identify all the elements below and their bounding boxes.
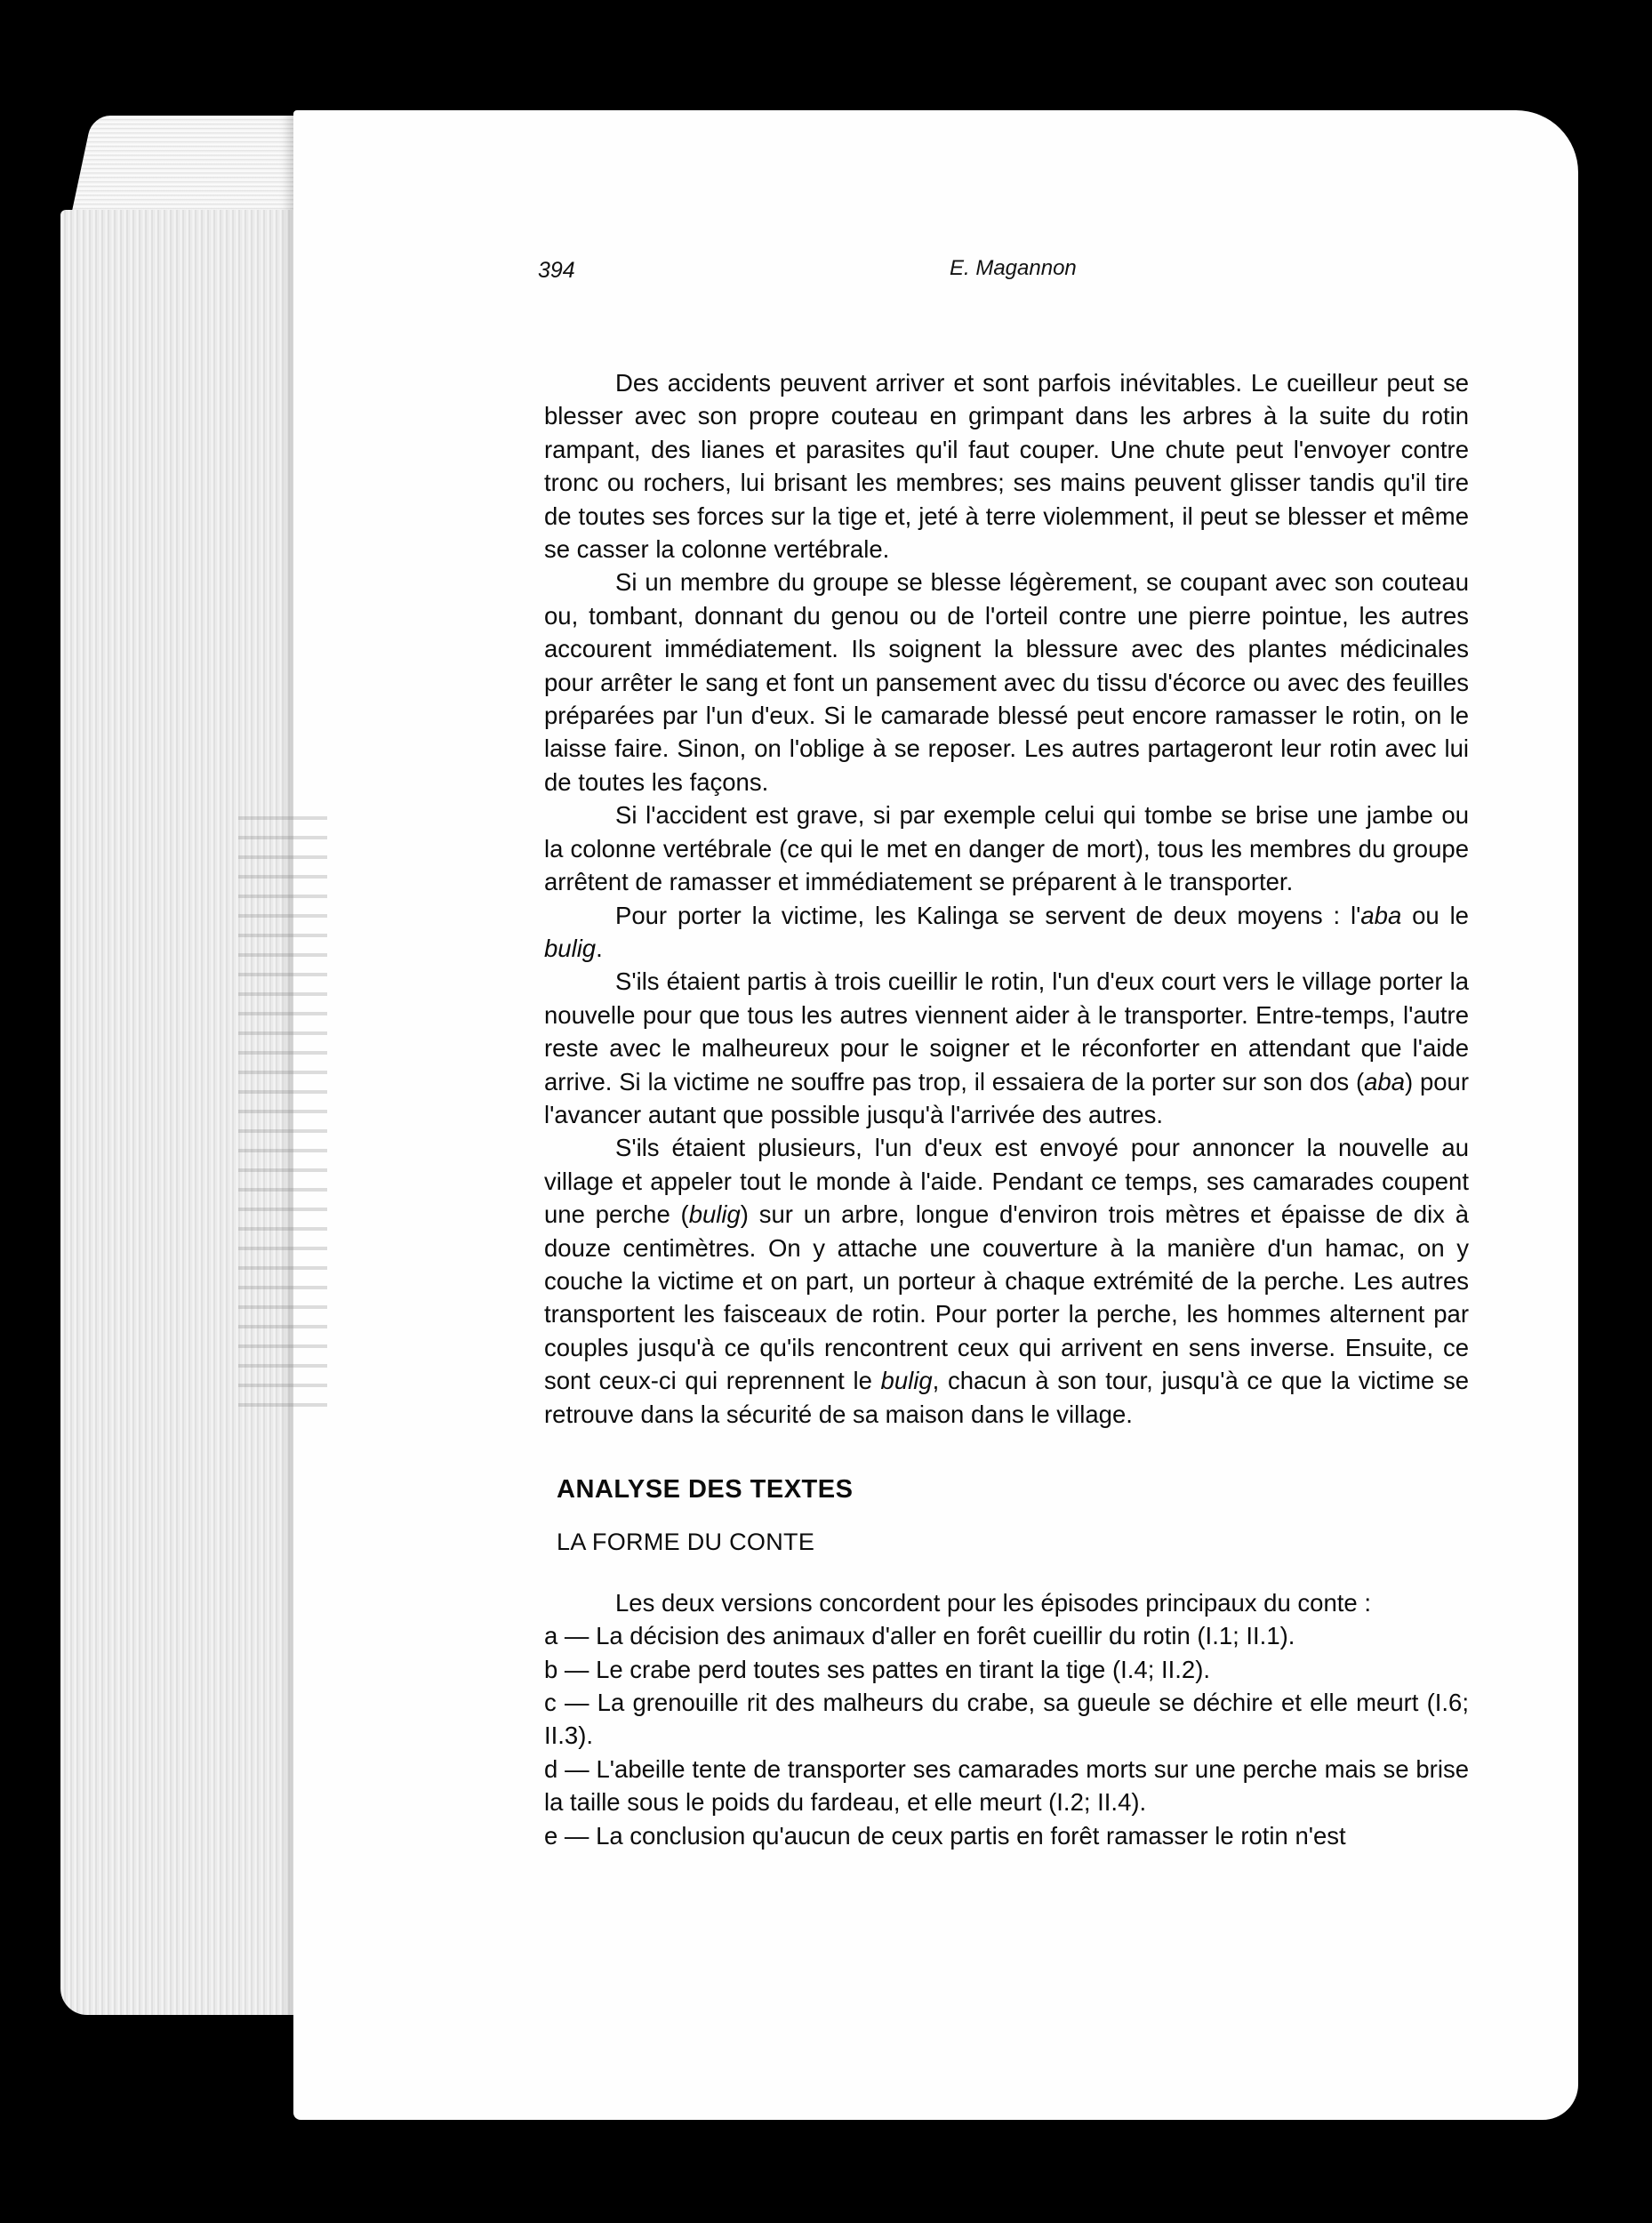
- list-item: d — L'abeille tente de transporter ses camarades morts sur une perche mais se brise la taille sous le poids du fardeau, et elle meurt (I.2; II.4).: [544, 1754, 1469, 1817]
- paragraph: [544, 965, 1469, 1131]
- running-head: E. Magannon: [950, 256, 1077, 280]
- intro-paragraph: Les deux versions concordent pour les épisodes principaux du conte :: [615, 1588, 1371, 1617]
- italic-term: bulig: [880, 1367, 933, 1395]
- text-run: ou le: [1401, 901, 1469, 929]
- list-item: b — Le crabe perd toutes ses pattes en tirant la tige (I.4; II.2).: [544, 1655, 1211, 1683]
- list-item: a — La décision des animaux d'aller en forêt cueillir du rotin (I.1; II.1).: [544, 1622, 1295, 1650]
- body-text: [544, 366, 1469, 1852]
- text-run: S'ils étaient partis à trois cueillir le rotin, l'un d'eux court vers le village porter la nouvelle pour que tous les autres viennent aider à le transporter. Entre-temps, l'autre reste avec le malheureux pour le soigner et le réconforter en attendant que l'aide arrive. Si la victime ne souffre pas trop, il essaiera de la porter sur son dos (: [544, 967, 1469, 1095]
- text-run: ) pour l'avancer autant que possible jusqu'à l'arrivée des autres.: [544, 1067, 1469, 1128]
- text-run: , chacun à son tour, jusqu'à ce que la victime se retrouve dans la sécurité de sa maison dans le village.: [544, 1367, 1470, 1428]
- page-number: 394: [538, 258, 575, 283]
- italic-term: bulig: [544, 934, 597, 962]
- text-run: S'ils étaient plusieurs, l'un d'eux est envoyé pour annoncer la nouvelle au village et appeler tout le monde à l'aide. Pendant ce temps, ses camarades coupent une perche (: [544, 1134, 1469, 1229]
- paragraph: Des accidents peuvent arriver et sont parfois inévitables. Le cueilleur peut se blesser avec son propre couteau en grimpant dans les arbres à la suite du rotin rampant, des lianes et parasites qu'il faut couper. Une chute peut l'envoyer contre tronc ou rochers, lui brisant les membres; ses mains peuvent glisser tandis qu'il tire de toutes ses forces sur la tige et, jeté à terre violemment, il peut se blesser et même se casser la colonne vertébrale.: [544, 369, 1469, 564]
- list-item: c — La grenouille rit des malheurs du crabe, sa gueule se déchire et elle meurt (I.6; II.3).: [544, 1689, 1469, 1750]
- list-item: e — La conclusion qu'aucun de ceux partis en forêt ramasser le rotin n'est: [544, 1821, 1346, 1850]
- paragraph: [544, 1131, 1469, 1431]
- text-run: .: [596, 934, 603, 962]
- text-run: Pour porter la victime, les Kalinga se servent de deux moyens : l': [615, 901, 1361, 929]
- paragraph: [544, 899, 1469, 966]
- section-heading: ANALYSE DES TEXTES: [557, 1475, 854, 1504]
- italic-term: aba: [1360, 901, 1402, 929]
- italic-term: bulig: [688, 1200, 741, 1229]
- paragraph: Si un membre du groupe se blesse légèrement, se coupant avec son couteau ou, tombant, donnant du genou ou de l'orteil contre une pierre pointue, les autres accourent immédiatement. Ils soignent la blessure avec des plantes médicinales pour arrêter le sang et font un pansement avec du tissu d'écorce ou avec des feuilles préparées par l'un d'eux. Si le camarade blessé peut encore ramasser le rotin, on le laisse faire. Sinon, on l'oblige à se reposer. Les autres partageront leur rotin avec lui de toutes les façons.: [544, 568, 1469, 796]
- subsection-heading: LA FORME DU CONTE: [557, 1529, 815, 1556]
- italic-term: aba: [1364, 1067, 1405, 1095]
- paragraph: Si l'accident est grave, si par exemple celui qui tombe se brise une jambe ou la colonne vertébrale (ce qui le met en danger de mort), tous les membres du groupe arrêtent de ramasser et immédiatement se préparent à le transporter.: [544, 801, 1469, 896]
- text-run: ) sur un arbre, longue d'environ trois mètres et épaisse de dix à douze centimètres. On y attache une couverture à la manière d'un hamac, on y couche la victime et on part, un porteur à chaque extrémité de la perche. Les autres transportent les faisceaux de rotin. Pour porter la perche, les hommes alternent par couples jusqu'à ce qu'ils rencontrent ceux qui arrivent en sens inverse. Ensuite, ce sont ceux-ci qui reprennent le: [544, 1200, 1470, 1395]
- show-through-marks: [238, 800, 327, 1423]
